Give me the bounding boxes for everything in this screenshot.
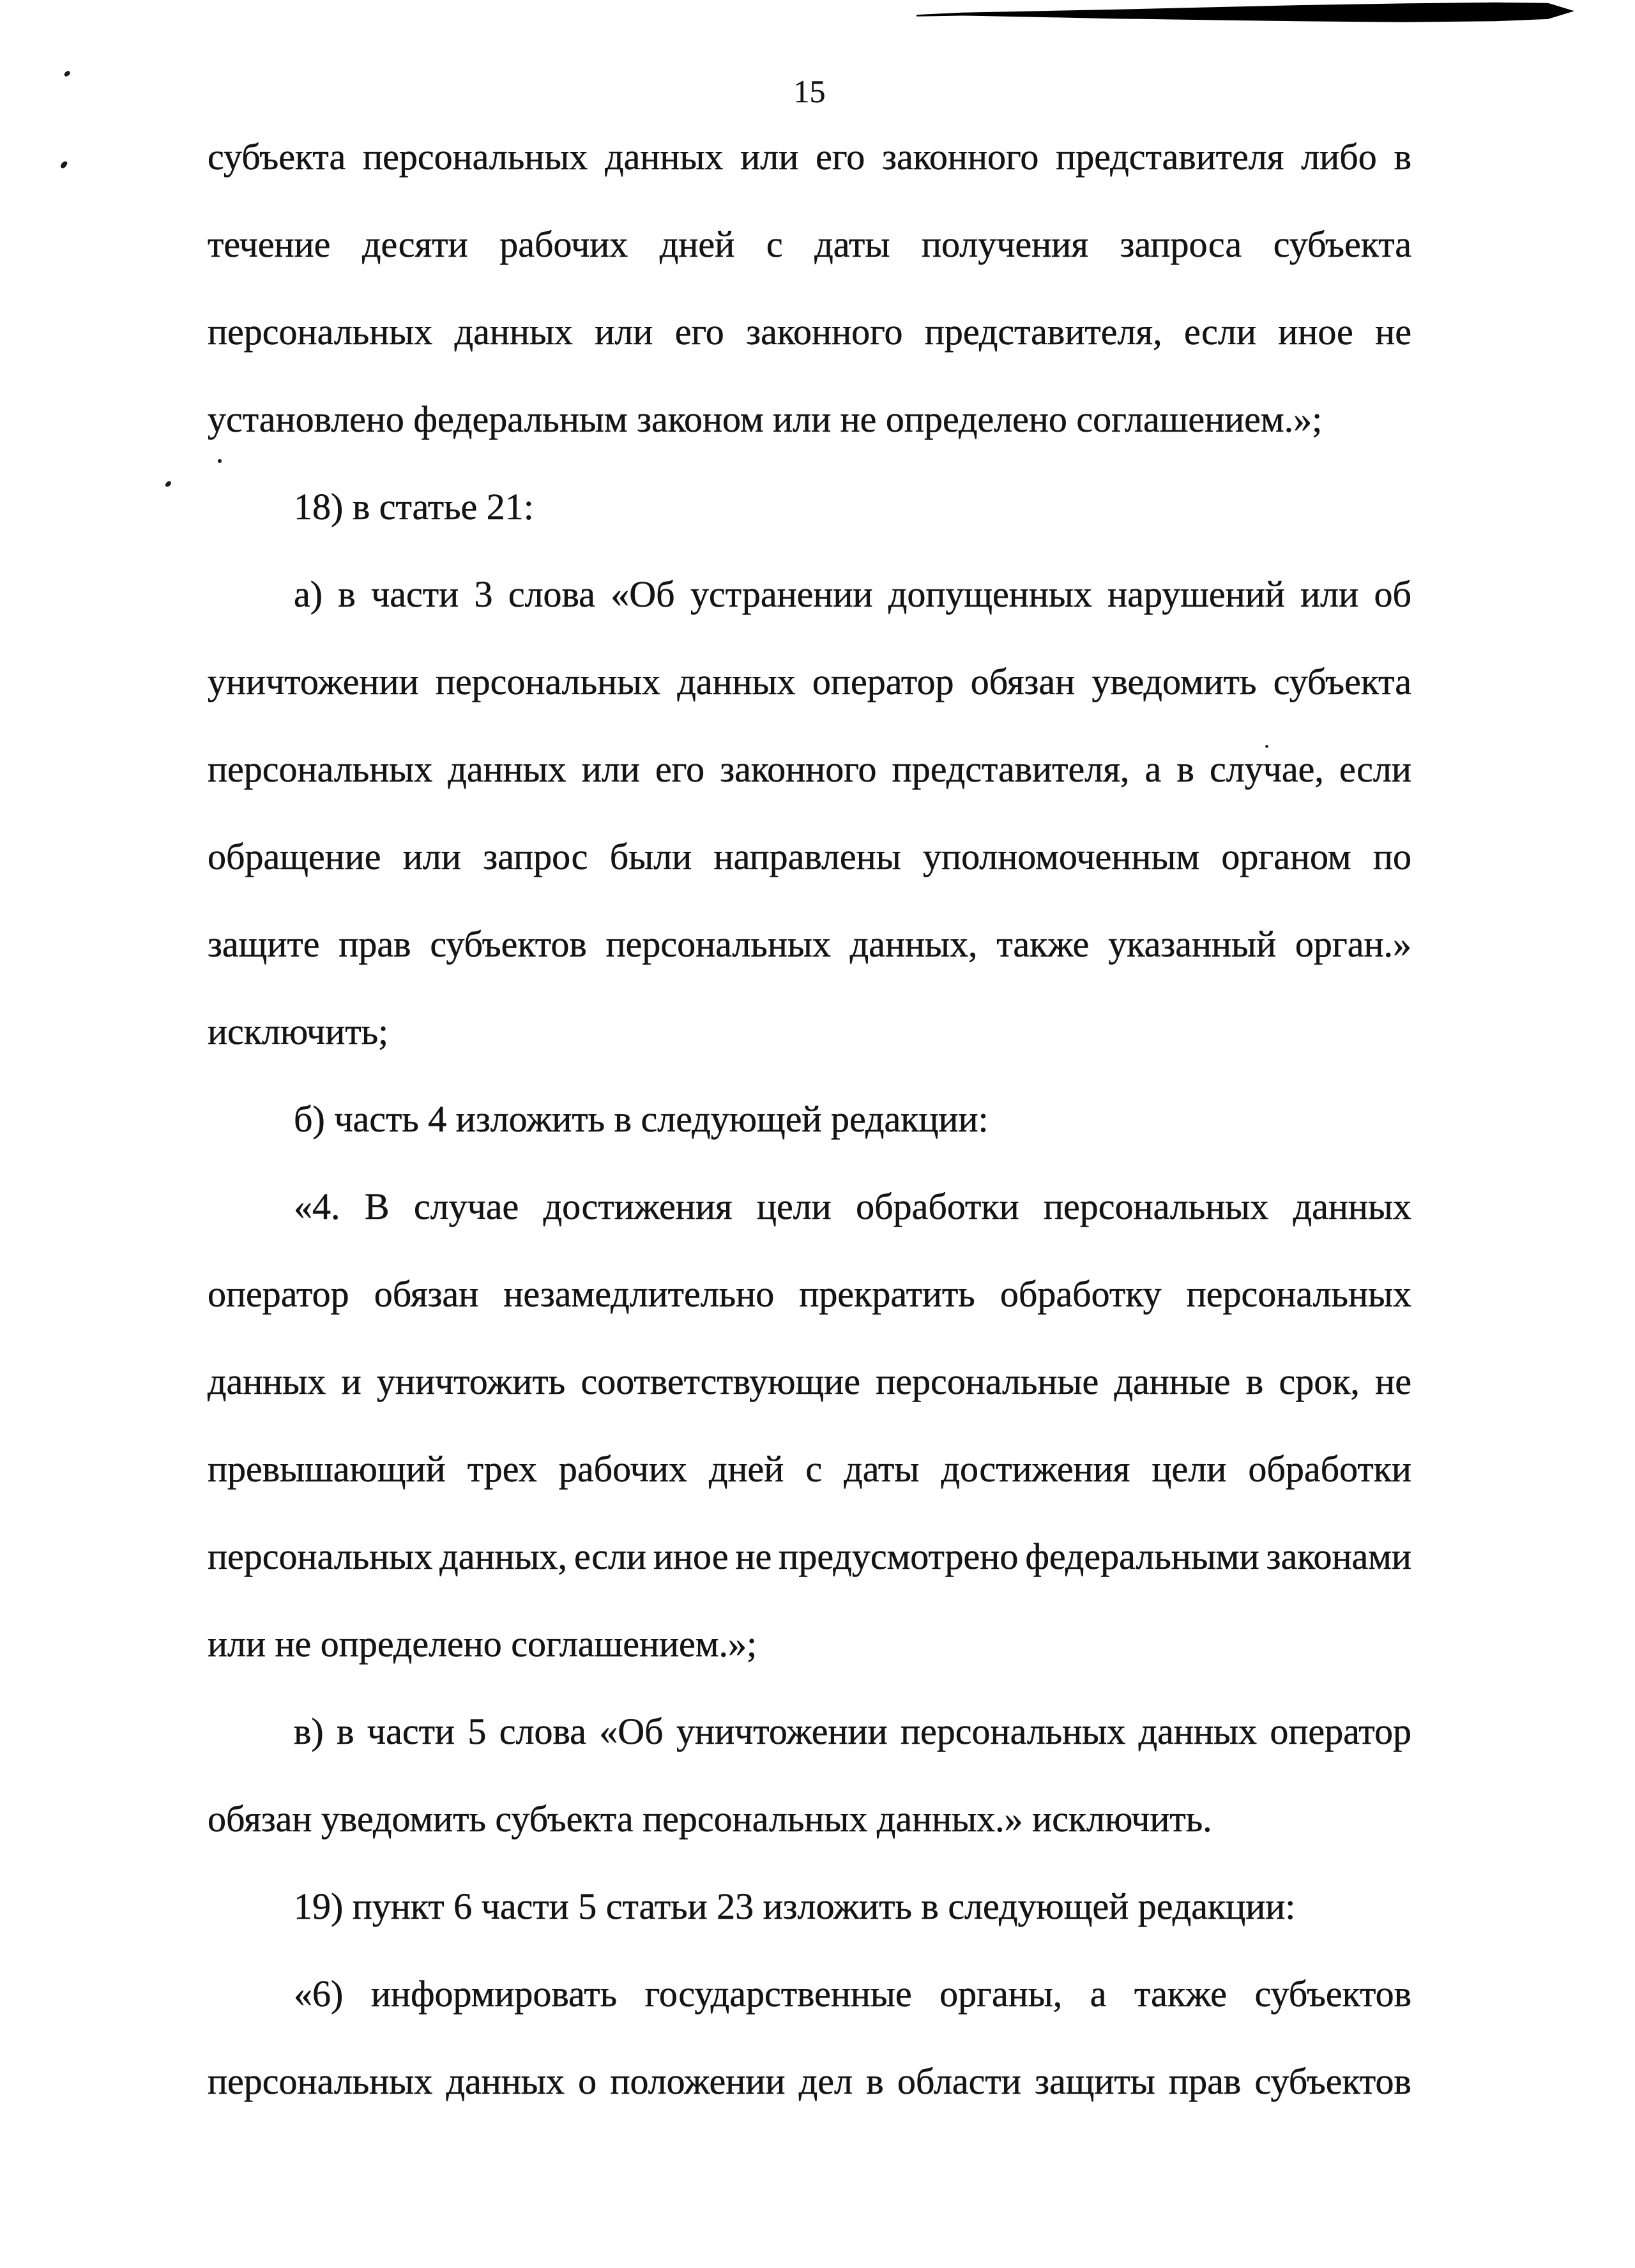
word: достижения <box>543 1186 733 1227</box>
text-line: установлено федеральным законом или не определено соглашением.»; <box>208 398 1323 440</box>
word: субъектов <box>430 923 587 965</box>
word: в <box>866 2060 884 2102</box>
word: обработку <box>1000 1273 1162 1315</box>
word: запрос <box>483 836 588 877</box>
word: законного <box>882 136 1039 178</box>
word: В <box>364 1186 390 1227</box>
word: трех <box>467 1448 537 1490</box>
word: оператор <box>208 1273 349 1315</box>
word: «4. <box>294 1186 340 1227</box>
text-line <box>208 1163 1411 1250</box>
word: персональных <box>208 1536 433 1577</box>
word: федеральными <box>1025 1536 1259 1577</box>
text-line <box>208 2037 1411 2125</box>
word: обработки <box>1248 1448 1411 1490</box>
word: персональные <box>876 1361 1099 1402</box>
word: рабочих <box>499 223 628 265</box>
word: данных <box>208 1361 326 1402</box>
text-line: 18) в статье 21: <box>294 486 534 527</box>
word: даты <box>844 1448 920 1490</box>
text-line <box>208 1250 1411 1338</box>
word: законами <box>1266 1536 1411 1577</box>
word: не <box>1375 1361 1411 1402</box>
word: органы, <box>939 1973 1063 2015</box>
word: прекратить <box>799 1273 975 1315</box>
word: достижения <box>941 1448 1130 1490</box>
word: или <box>740 136 799 178</box>
word: указанный <box>1108 923 1277 965</box>
word: или <box>1300 573 1359 615</box>
word: цели <box>1152 1448 1227 1490</box>
word: персональных <box>901 1711 1126 1752</box>
word: случае, <box>1209 748 1324 790</box>
word: данных, <box>849 923 978 965</box>
word: персональных <box>208 2060 433 2102</box>
text-line: б) часть 4 изложить в следующей редакции: <box>294 1098 989 1140</box>
word: обязан <box>374 1273 479 1315</box>
word: положении <box>610 2060 786 2102</box>
word: а <box>1144 748 1162 790</box>
word: данных <box>1293 1186 1411 1227</box>
word: допущенных <box>888 573 1092 615</box>
word: данных <box>605 136 724 178</box>
word: персональных <box>208 748 433 790</box>
word: обязан <box>970 661 1076 702</box>
word: а <box>1090 1973 1107 2015</box>
word: также <box>996 923 1090 965</box>
word: если <box>574 1536 646 1577</box>
word: данных <box>454 311 573 352</box>
word: в <box>1176 748 1194 790</box>
text-line <box>208 813 1411 900</box>
word: с <box>766 223 783 265</box>
word: представителя <box>1056 136 1284 178</box>
text-line <box>208 1688 1411 1775</box>
text-line: или не определено соглашением.»; <box>208 1623 757 1665</box>
word: соответствующие <box>581 1361 860 1402</box>
ink-speck <box>60 160 68 169</box>
word: представителя, <box>924 311 1162 352</box>
word: а) <box>294 573 323 615</box>
word: не <box>1375 311 1411 352</box>
word: с <box>805 1448 823 1490</box>
word: уполномоченным <box>923 836 1200 877</box>
text-line <box>208 1338 1411 1425</box>
word: законного <box>720 748 877 790</box>
word: государственные <box>644 1973 912 2015</box>
word: и <box>341 1361 361 1402</box>
word: субъекта <box>208 136 346 178</box>
word: устранении <box>690 573 873 615</box>
word: обработки <box>856 1186 1019 1227</box>
word: орган.» <box>1295 923 1411 965</box>
word: прав <box>338 923 411 965</box>
word: области <box>897 2060 1021 2102</box>
word: превышающий <box>208 1448 446 1490</box>
word: либо <box>1301 136 1377 178</box>
word: данных <box>1138 1711 1257 1752</box>
word: случае <box>413 1186 519 1227</box>
word: рабочих <box>558 1448 687 1490</box>
text-line: 19) пункт 6 части 5 статьи 23 изложить в следующей редакции: <box>294 1886 1296 1927</box>
text-line <box>208 1513 1411 1600</box>
word: в <box>337 1711 354 1752</box>
word: дней <box>659 223 735 265</box>
word: субъекта <box>1273 661 1411 702</box>
word: или <box>581 748 640 790</box>
word: уничтожить <box>376 1361 566 1402</box>
word: также <box>1134 1973 1228 2015</box>
word: персональных <box>1044 1186 1269 1227</box>
word: уведомить <box>1091 661 1257 702</box>
word: данные <box>1114 1361 1231 1402</box>
text-line <box>208 200 1411 288</box>
word: персональных <box>363 136 588 178</box>
text-line: исключить; <box>208 1011 389 1052</box>
word: его <box>674 311 724 352</box>
document-text-body <box>208 113 1411 2125</box>
text-line <box>208 900 1411 988</box>
ink-speck <box>165 480 172 488</box>
word: слова <box>499 1711 586 1752</box>
word: данных <box>446 2060 565 2102</box>
text-line <box>208 1425 1411 1513</box>
word: органом <box>1221 836 1351 877</box>
text-line <box>208 113 1411 200</box>
word: если <box>1183 311 1256 352</box>
word: предусмотрено <box>779 1536 1019 1577</box>
word: получения <box>921 223 1088 265</box>
text-line <box>208 288 1411 375</box>
word: прав <box>1169 2060 1242 2102</box>
word: уничтожении <box>676 1711 888 1752</box>
word: незамедлительно <box>503 1273 775 1315</box>
word: нарушений <box>1107 573 1285 615</box>
word: иное <box>1278 311 1353 352</box>
word: информировать <box>370 1973 618 2015</box>
word: его <box>816 136 865 178</box>
text-line: обязан уведомить субъекта персональных данных.» исключить. <box>208 1798 1212 1840</box>
word: субъектов <box>1254 1973 1411 2015</box>
word: оператор <box>812 661 954 702</box>
word: «6) <box>294 1973 344 2015</box>
word: субъектов <box>1254 2060 1411 2102</box>
text-line <box>208 725 1411 813</box>
word: части <box>371 573 459 615</box>
page-number: 15 <box>793 73 826 109</box>
word: были <box>609 836 692 877</box>
word: в) <box>294 1711 324 1752</box>
word: об <box>1374 573 1411 615</box>
word: оператор <box>1270 1711 1411 1752</box>
word: уничтожении <box>208 661 419 702</box>
word: данных <box>677 661 796 702</box>
word: в <box>1394 136 1411 178</box>
word: данных, <box>439 1536 568 1577</box>
word: или <box>595 311 653 352</box>
word: десяти <box>362 223 468 265</box>
word: срок, <box>1279 1361 1360 1402</box>
word: защите <box>208 923 320 965</box>
word: дел <box>798 2060 853 2102</box>
word: направлены <box>713 836 901 877</box>
word: дней <box>708 1448 784 1490</box>
word: персональных <box>208 311 433 352</box>
word: 5 <box>468 1711 487 1752</box>
word: о <box>578 2060 597 2102</box>
word: персональных <box>605 923 831 965</box>
word: в <box>1245 1361 1264 1402</box>
word: части <box>367 1711 455 1752</box>
ink-speck <box>63 70 71 77</box>
word: не <box>735 1536 772 1577</box>
word: его <box>655 748 705 790</box>
word: защиты <box>1035 2060 1155 2102</box>
word: 3 <box>474 573 493 615</box>
word: данных <box>448 748 567 790</box>
word: законного <box>746 311 903 352</box>
text-line <box>208 550 1411 638</box>
word: цели <box>756 1186 832 1227</box>
word: слова <box>508 573 595 615</box>
word: по <box>1373 836 1411 877</box>
text-line <box>208 1950 1411 2037</box>
word: или <box>402 836 461 877</box>
word: запроса <box>1120 223 1242 265</box>
word: персональных <box>1186 1273 1411 1315</box>
word: субъекта <box>1273 223 1411 265</box>
word: иное <box>653 1536 729 1577</box>
scan-streak-artifact <box>916 1 1574 23</box>
word: представителя, <box>892 748 1130 790</box>
word: если <box>1339 748 1411 790</box>
word: течение <box>208 223 331 265</box>
word: «Об <box>599 1711 664 1752</box>
text-line <box>208 638 1411 725</box>
word: «Об <box>611 573 675 615</box>
word: в <box>338 573 356 615</box>
word: обращение <box>208 836 381 877</box>
word: даты <box>814 223 890 265</box>
word: персональных <box>435 661 661 702</box>
